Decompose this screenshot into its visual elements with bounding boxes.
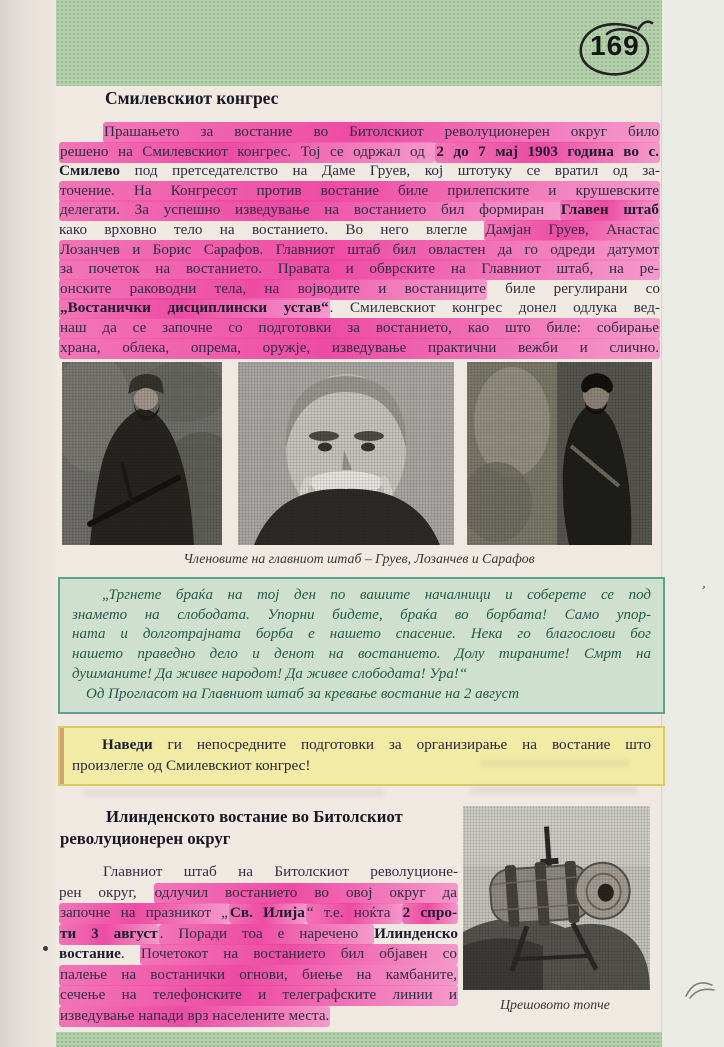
text-line (59, 259, 660, 279)
highlighted-text: делегати. За успешно изведување на востанието бил формиран (59, 200, 560, 221)
highlighted-text: точение. На Конгресот против востание биле прилепските и крушевските (59, 181, 660, 202)
text-line (72, 606, 651, 626)
text-segment: Од Прогласот на Главниот штаб за кревање востание на 2 август (86, 685, 520, 702)
highlighted-text: за почеток на востанието. Правата и обврските на Главниот штаб, на ре- (59, 259, 660, 280)
highlighted-text: сечење на телефонските и телеграфските линии и (59, 985, 458, 1006)
text-line (72, 735, 651, 756)
text-segment: нашето праведно дело и денот на востанието. Долу тираните! Смрт на (72, 646, 651, 663)
cannon-caption: Црешовото топче (500, 997, 610, 1012)
photo-cherry-cannon (463, 806, 650, 990)
text-segment: душманите! Да живее народот! Да живее слободата! Ура!“ (72, 665, 468, 682)
text-segment: „Тргнете браќа на тој ден по вашите началници и соберете се под (102, 587, 651, 603)
highlighted-text: започне на празникот „ (59, 903, 229, 924)
text-line (59, 279, 660, 299)
text-segment: под претседателство на Даме Груев, кој штотуку се вратил од за- (120, 162, 660, 180)
highlighted-text: Лозанчев и Борис Сарафов. Главниот штаб бил овластен да го одреди датумот (59, 240, 660, 261)
highlighted-text: Св. Илија (229, 903, 306, 924)
highlighted-text: . Поради тоа е наречено (159, 924, 374, 945)
ink-bleedthrough (84, 789, 384, 797)
text-segment: рен округ, (59, 883, 154, 901)
text-line (59, 338, 660, 358)
task-box (58, 726, 665, 786)
photo-strip (56, 362, 662, 545)
page-number-area (572, 18, 660, 80)
ink-bleedthrough (470, 786, 638, 794)
text-segment: Наведи (102, 736, 153, 753)
margin-dot (43, 946, 48, 951)
text-line (72, 685, 651, 705)
highlighted-text: изведување напади врз населените места. (59, 1006, 330, 1027)
text-segment: Смилево (59, 162, 121, 180)
text-line (59, 122, 660, 142)
highlighted-text: решено на Смилевскиот конгрес. Тој се одржал од (59, 142, 435, 163)
pen-mark (684, 976, 716, 1000)
section1-paragraph (59, 122, 660, 357)
highlighted-text: Почетокот на востанието бил објавен со (140, 944, 458, 965)
highlighted-text: палење на востанички огнови, биење на камбаните, (59, 965, 458, 986)
text-line (59, 944, 458, 965)
text-line (59, 862, 458, 883)
text-line (72, 625, 651, 645)
photo-standing-voivode (467, 362, 652, 545)
pen-tick-mark: ’ (697, 583, 708, 600)
text-segment: произлегле од Смилевскиот конгрес! (72, 756, 311, 774)
highlighted-text: онските раководни тела, на војводите и востаниците (59, 279, 487, 300)
text-line (59, 318, 660, 338)
highlighted-text: Дамјан Груев, Анастас (484, 220, 660, 241)
text-line (59, 220, 660, 240)
text-line (59, 985, 458, 1006)
photo-gruev-with-rifle (62, 362, 222, 545)
text-segment: знамето на слободата. Упорни бидете, браќа во борбата! Само упор- (72, 606, 651, 623)
text-line (59, 965, 458, 986)
text-segment: Главниот штаб на Битолскиот револуционе- (103, 863, 458, 880)
text-line (59, 1006, 458, 1027)
photo-portrait-mustache (238, 362, 454, 545)
highlighted-text: одлучил востанието во овој округ да (154, 883, 458, 904)
text-segment: револуционерен округ (60, 829, 231, 848)
text-line (59, 883, 458, 904)
ink-bleedthrough (480, 760, 630, 767)
scan-margin-right (661, 0, 724, 1047)
text-segment: ги непосредните подготовки за организирање на востание што (152, 736, 651, 753)
pen-circle-annotation (572, 18, 660, 80)
highlighted-text: Главен штаб (560, 200, 660, 221)
text-line (60, 828, 460, 850)
highlighted-text: “ т.е. ноќта (306, 903, 402, 924)
section2-paragraph (59, 862, 458, 1026)
text-line (59, 181, 660, 201)
text-segment: ната и долготрајната борба е нашето спасение. Нека го благослови бог (72, 626, 651, 643)
highlighted-text: 2 спро- (402, 903, 458, 924)
text-segment: . Смилевскиот конгрес донел одлука вед- (329, 299, 660, 317)
text-line (59, 142, 660, 162)
highlighted-text: 2 до 7 мај 1903 година во с. (435, 142, 660, 163)
text-segment: биле регулирани со (486, 279, 661, 297)
section1-title: Смилевскиот конгрес (105, 88, 279, 108)
highlighted-text: храна, облека, опрема, оружје, изведување практични вежби и слично. (59, 338, 660, 359)
text-line (59, 161, 660, 181)
text-segment: како врховно тело на востанието. Во него влегле (59, 220, 485, 238)
page-footer-band (56, 1032, 662, 1047)
text-line (60, 806, 460, 828)
scan-margin-left (0, 0, 56, 1047)
highlighted-text: „Востанички дисциплински устав“ (59, 298, 330, 319)
text-line (59, 298, 660, 318)
highlighted-text: наш да се започне со подготовки за востанието, као што биле: собирање (59, 318, 660, 339)
text-segment: Илинденско (374, 924, 458, 942)
text-line (59, 240, 660, 260)
text-line (59, 200, 660, 220)
section2-title (60, 806, 460, 850)
text-line (72, 665, 651, 685)
page-number: 169 (590, 30, 640, 61)
text-segment: востание (59, 945, 121, 962)
text-line (72, 645, 651, 665)
text-line (72, 586, 651, 606)
proclamation-quote-box (58, 577, 665, 714)
text-segment: Илинденското востание во Битолскиот (106, 807, 403, 826)
highlighted-text: ти 3 август (59, 924, 159, 945)
text-line (59, 903, 458, 924)
photo-strip-caption: Членовите на главниот штаб – Груев, Лозанчев и Сарафов (183, 551, 535, 566)
highlighted-text: Прашањето за востание во Битолскиот револуционерен округ било (103, 122, 660, 143)
text-segment: . (120, 945, 140, 962)
text-line (59, 924, 458, 945)
